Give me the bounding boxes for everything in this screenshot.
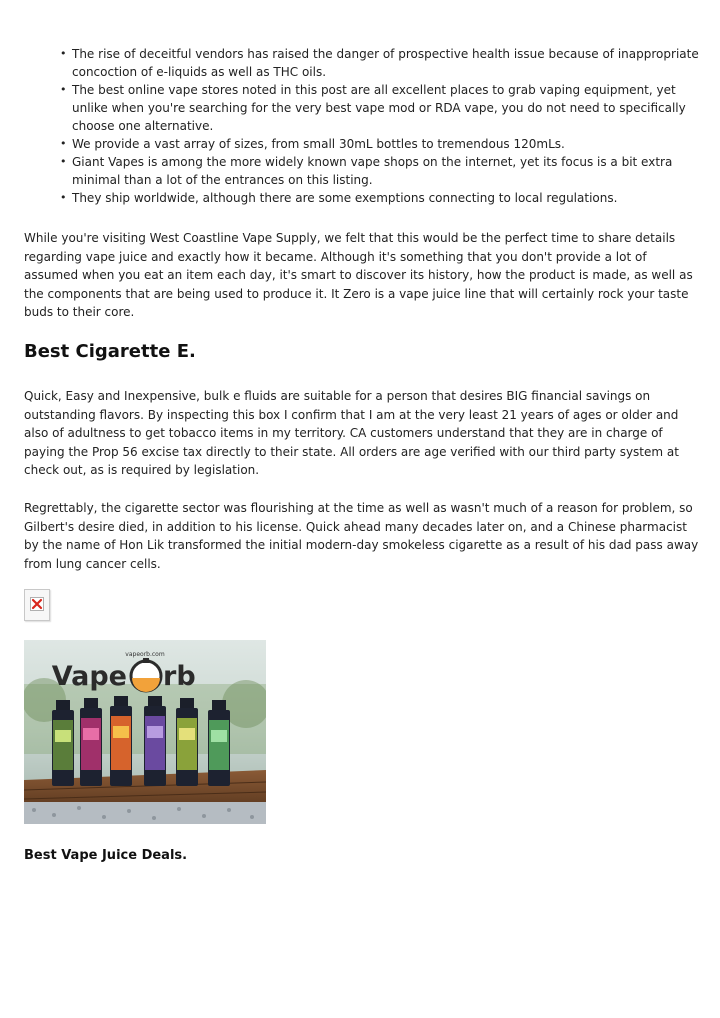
section-heading: Best Cigarette E. xyxy=(24,341,196,362)
broken-image-placeholder xyxy=(24,589,50,621)
logo-right-text: rb xyxy=(163,661,196,692)
list-item: • We provide a vast array of sizes, from small 30mL bottles to tremendous 120mLs. xyxy=(60,135,700,153)
paragraph-vape-juice-history: While you're visiting West Coastline Vape Supply, we felt that this would be the perfect time to share details regarding vape juice and exactly how it became. Although it's something that you don't provide a lot of assumed when you eat an item each day, it's smart to discover its history, how the product is made, as well as the components that are being used to produce it. It Zero is a vape juice line that will certainly rock your taste buds to their core. xyxy=(24,231,693,319)
list-item: • The best online vape stores noted in this post are all excellent places to grab vaping equipment, yet unlike when you're searching for the very best vape mod or RDA vape, you do not need to specifically choose one alternative. xyxy=(60,81,700,135)
broken-image-icon xyxy=(30,597,44,611)
logo-left-text: Vape xyxy=(51,661,127,692)
subsection-heading: Best Vape Juice Deals. xyxy=(24,848,188,863)
vapeorb-product-photo xyxy=(24,640,266,824)
list-item: • They ship worldwide, although there are some exemptions connecting to local regulations. xyxy=(60,189,700,207)
paragraph-bulk-e-fluids: Quick, Easy and Inexpensive, bulk e fluids are suitable for a person that desires BIG financial savings on outstanding flavors. By inspecting this box I confirm that I am at the very least 21 years of ages or older and also of adultness to get tobacco items in my territory. CA customers understand that they are in charge of paying the Prop 56 excise tax directly to their state. All orders are age verified with our third party system at check out, as is required by legislation. xyxy=(24,389,679,477)
paragraph-cigarette-history: Regrettably, the cigarette sector was flourishing at the time as well as wasn't much of a reason for problem, so Gilbert's desire died, in addition to his license. Quick ahead many decades later on, and a Chinese pharmacist by the name of Hon Lik transformed the initial modern-day smokeless cigarette as a result of his dad pass away from lung cancer cells. xyxy=(24,501,699,571)
list-item: • The rise of deceitful vendors has raised the danger of prospective health issue because of inappropriate concoction of e-liquids as well as THC oils. xyxy=(60,45,700,81)
bullet-list xyxy=(60,45,700,207)
site-caption: vapeorb.com xyxy=(125,651,165,658)
list-item: • Giant Vapes is among the more widely known vape shops on the internet, yet its focus is a bit extra minimal than a lot of the entrances on this listing. xyxy=(60,153,700,189)
